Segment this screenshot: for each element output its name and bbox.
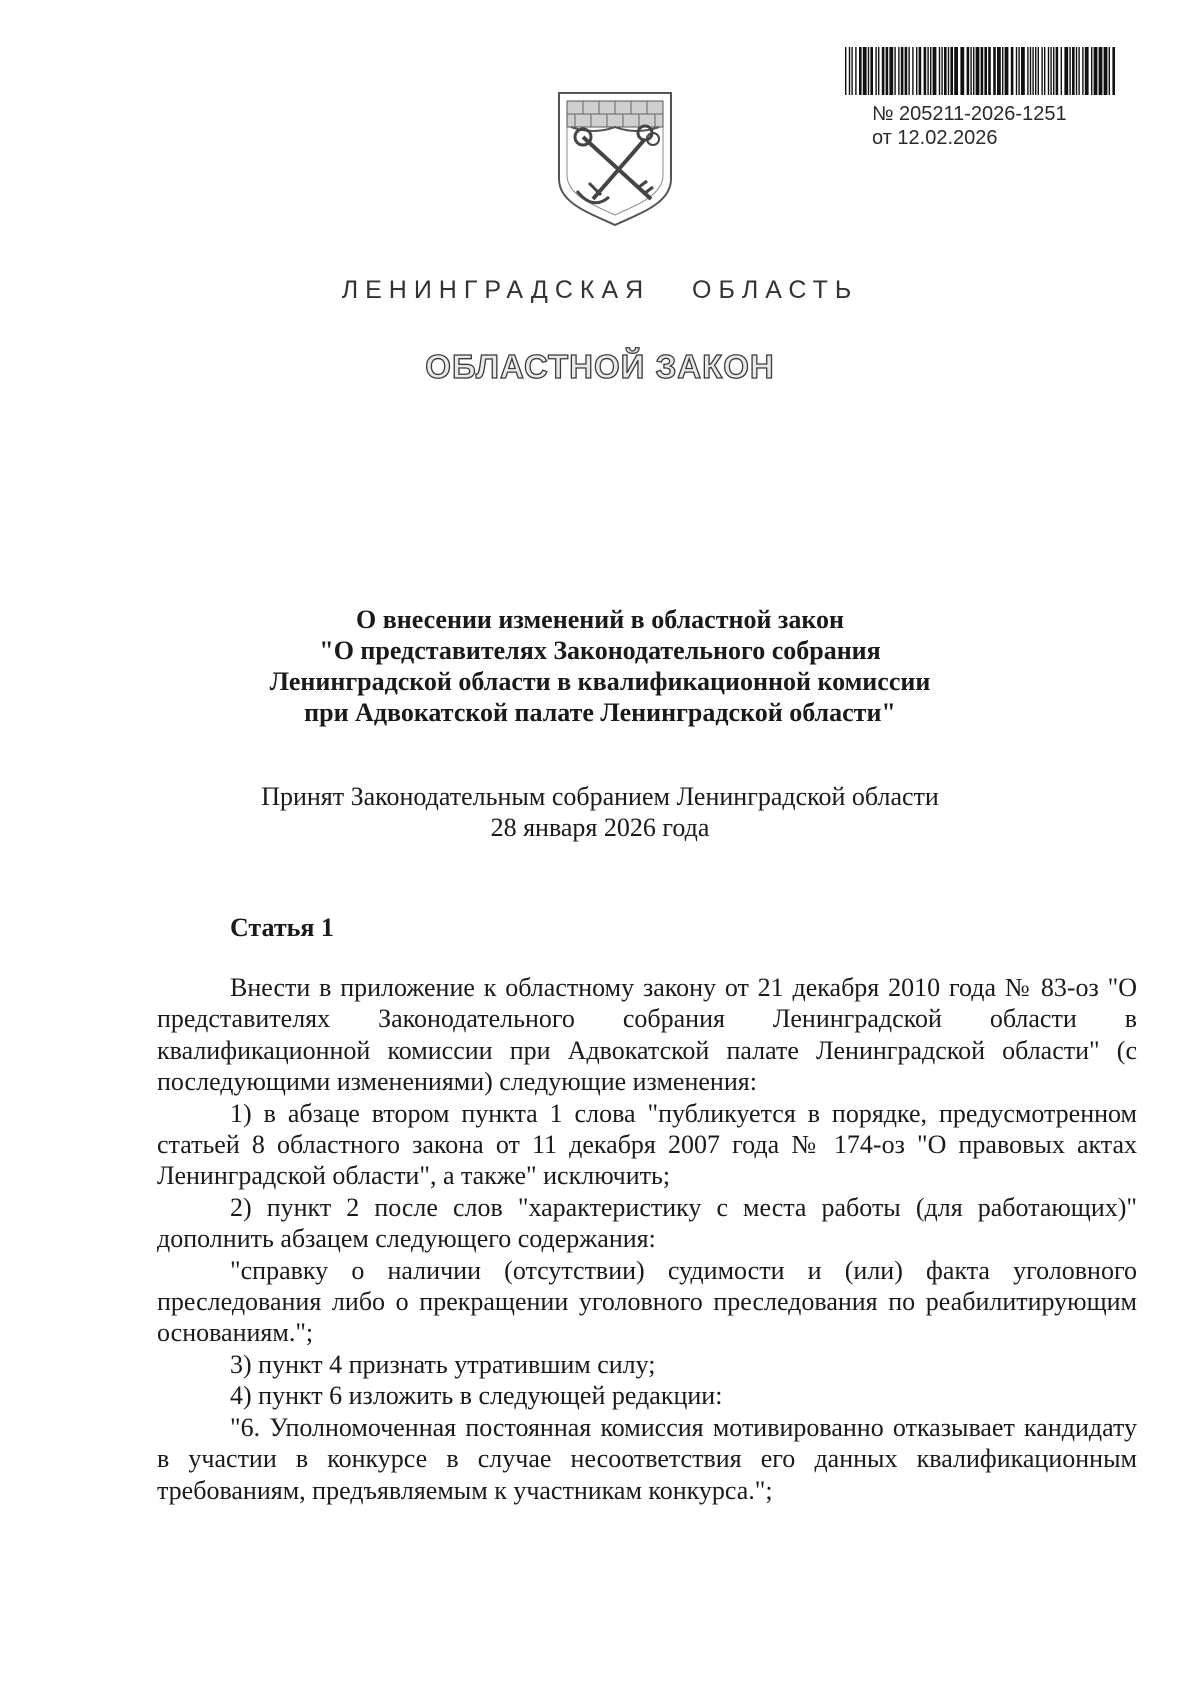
adoption-date: 28 января 2026 года xyxy=(490,813,710,842)
adoption-note xyxy=(0,781,1200,843)
registration-stamp xyxy=(872,102,1067,150)
law-type-heading: ОБЛАСТНОЙ ЗАКОН xyxy=(425,348,775,385)
title-line: О внесении изменений в областной закон xyxy=(355,605,845,634)
article-heading: Статья 1 xyxy=(230,913,334,942)
paragraph: "справку о наличии (отсутствии) судимости и (или) факта уголовного преследования либо о прекращении уголовного преследования по реабилитирующим основаниям."; xyxy=(157,1255,1137,1348)
article-body xyxy=(157,972,1137,1506)
title-line: "О представителях Законодательного собрания xyxy=(319,636,881,665)
paragraph: "6. Уполномоченная постоянная комиссия мотивированно отказывает кандидату в участии в конкурсе в случае несоответствия его данных квалификационным требованиям, предъявляемым к участникам конкурса."; xyxy=(157,1412,1137,1505)
title-line: Ленинградской области в квалификационной комиссии xyxy=(269,667,931,696)
law-title xyxy=(0,604,1200,728)
barcode xyxy=(845,47,1115,95)
paragraph: 1) в абзаце втором пункта 1 слова "публикуется в порядке, предусмотренном статьей 8 областного закона от 11 декабря 2007 года № 174-оз "О правовых актах Ленинградской области", а также" исключить; xyxy=(157,1098,1137,1191)
registration-number: № 205211-2026-1251 xyxy=(872,103,1067,125)
coat-of-arms-emblem xyxy=(553,87,677,229)
region-heading: ЛЕНИНГРАДСКАЯ ОБЛАСТЬ xyxy=(341,276,859,304)
adoption-line: Принят Законодательным собранием Ленинградской области xyxy=(261,782,939,811)
paragraph: Внести в приложение к областному закону от 21 декабря 2010 года № 83-оз "О представителях Законодательного собрания Ленинградской области в квалификационной комиссии при Адвокатской палате Ленинградской области" (с последующими изменениями) следующие изменения: xyxy=(157,973,1137,1097)
registration-date: от 12.02.2026 xyxy=(872,127,998,149)
paragraph: 2) пункт 2 после слов "характеристику с места работы (для работающих)" дополнить абзацем следующего содержания: xyxy=(157,1192,1137,1254)
paragraph: 4) пункт 6 изложить в следующей редакции: xyxy=(230,1381,723,1411)
paragraph: 3) пункт 4 признать утратившим силу; xyxy=(230,1349,656,1379)
title-line: при Адвокатской палате Ленинградской области" xyxy=(304,698,896,727)
